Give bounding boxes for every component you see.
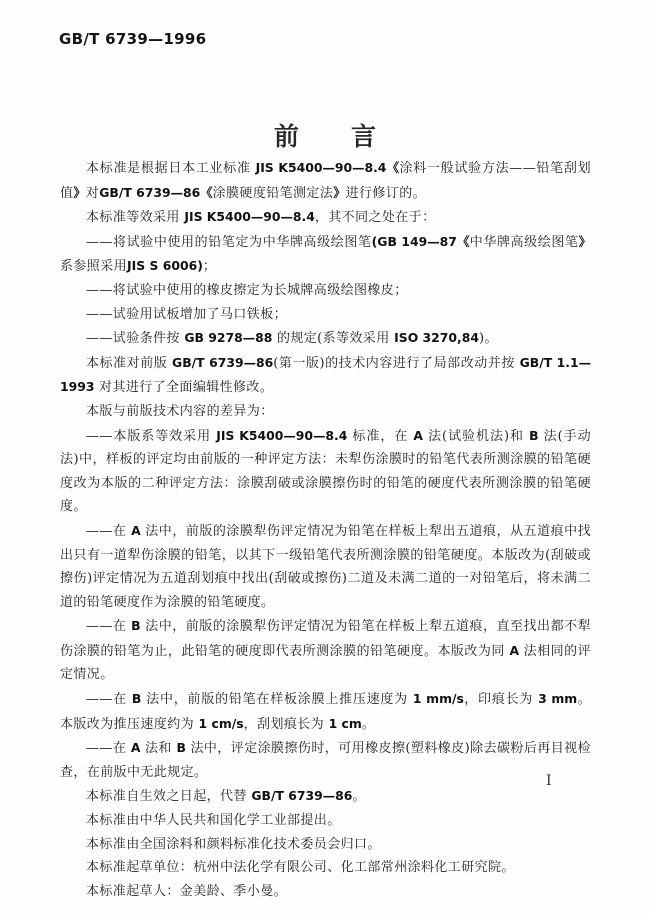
text-segment: ，其不同之处在于： <box>314 210 436 226</box>
text-segment: 本标准起草单位：杭州中法化学有限公司、化工部常州涂料化工研究院。 <box>86 860 515 876</box>
bold-text-segment: 1 mm/s <box>412 691 464 707</box>
paragraph <box>60 519 591 614</box>
paragraph <box>60 303 591 327</box>
text-segment: 。 <box>361 716 376 732</box>
text-segment: 法中，前版的涂膜犁伤评定情况为铅笔在样板上犁出五道痕，从五道痕中找出只有一道犁伤涂膜的铅笔，以其下一级铅笔代表所测涂膜的铅笔硬度。本版改为(刮破或擦伤)评定情况为五道刮划痕中找出(刮破或擦伤)二道及未满二道的一对铅笔后，将未满二道的铅笔硬度作为涂膜的铅笔硬度。 <box>60 523 591 610</box>
bold-text-segment: A <box>131 522 141 538</box>
paragraph <box>60 736 591 784</box>
text-segment: 法中，前版的涂膜犁伤评定情况为铅笔在样板上犁五道痕，直至找出都不犁伤涂膜的铅笔为止，此铅笔的硬度即代表所测涂膜的铅笔硬度。本版改为同 <box>60 619 592 659</box>
text-segment: 本标准起草人：金美龄、季小曼。 <box>86 883 288 899</box>
bold-text-segment: 1 cm <box>328 715 362 731</box>
text-segment: ——将试验中使用的铅笔定为中华牌高级绘图笔 <box>86 234 372 250</box>
text-segment: )。 <box>478 331 498 347</box>
text-segment: 本标准由中华人民共和国化学工业部提出。 <box>86 813 341 829</box>
text-segment: ——在 <box>86 741 131 757</box>
text-segment: 。本版改为推压速度约为 <box>60 692 591 732</box>
text-segment: 本标准自生效之日起，代替 <box>86 789 252 805</box>
text-segment: 本标准对前版 <box>86 355 173 371</box>
paragraph <box>60 833 591 857</box>
text-segment: 涂膜硬度铅笔测定法 <box>212 185 334 201</box>
text-segment: 法中，前版的铅笔在样板涂膜上推压速度为 <box>141 692 413 708</box>
bold-text-segment: 》 <box>578 233 592 249</box>
paragraph <box>60 400 591 424</box>
text-segment: ——试验条件按 <box>86 331 185 347</box>
page-number: I <box>546 773 552 789</box>
paragraph <box>60 687 591 736</box>
bold-text-segment: JIS S 6006) <box>127 258 203 274</box>
bold-text-segment: GB/T 1.1—1993 <box>60 354 592 395</box>
bold-text-segment: 1 cm/s <box>198 715 244 731</box>
text-segment: 对其进行了全面编辑性修改。 <box>94 380 274 396</box>
page-title-char-2: 言 <box>351 122 377 151</box>
bold-text-segment: JIS K5400—90—8.4 <box>184 209 315 225</box>
text-segment: ——将试验中使用的橡皮擦定为长城牌高级绘图橡皮； <box>86 282 408 298</box>
paragraph <box>60 279 591 303</box>
text-segment: 涂料一般试验方法——铅笔刮划值 <box>60 161 591 201</box>
bold-text-segment: B <box>131 691 142 707</box>
text-segment: 。 <box>352 789 366 805</box>
text-segment: 标准，在 <box>347 428 414 444</box>
paragraph <box>60 614 591 687</box>
text-segment: ——在 <box>86 523 132 539</box>
text-segment: (第一版)的技术内容进行了局部改动并按 <box>273 355 520 371</box>
text-segment: 进行修订的。 <box>345 185 427 201</box>
text-segment: 本标准是根据日本工业标准 <box>86 161 256 176</box>
text-segment: 法相同的评定情况。 <box>60 643 591 683</box>
bold-text-segment: JIS K5400—90—8.4 <box>216 427 348 443</box>
text-segment: ——本版系等效采用 <box>86 428 217 444</box>
bold-text-segment: A <box>509 642 520 658</box>
paragraph <box>60 156 591 205</box>
bold-text-segment: B <box>131 618 141 634</box>
bold-text-segment: 《 <box>386 160 400 175</box>
page-title <box>0 117 650 153</box>
text-segment: ； <box>202 259 217 275</box>
bold-text-segment: JIS K5400—90—8.4 <box>255 160 387 175</box>
text-segment: ，印痕长为 <box>463 692 539 708</box>
paragraph <box>60 326 591 351</box>
text-segment: 中华牌高级绘图笔 <box>469 234 579 250</box>
bold-text-segment: A <box>130 740 141 756</box>
bold-text-segment: B <box>529 427 539 443</box>
foreword-body <box>60 156 591 903</box>
bold-text-segment: 《 <box>200 184 213 200</box>
paragraph <box>60 856 591 880</box>
bold-text-segment: GB 9278—88 <box>184 330 273 346</box>
bold-text-segment: (GB 149—87《 <box>371 233 470 249</box>
bold-text-segment: 3 mm <box>538 691 578 707</box>
paragraph <box>60 205 591 230</box>
bold-text-segment: GB/T 6739—86 <box>99 184 201 200</box>
text-segment: 法和 <box>140 741 177 757</box>
text-segment: 法(手动法)中，样板的评定均由前版的一种评定方法：未犁伤涂膜时的铅笔代表所测涂膜的铅笔硬度改为本版的二种评定方法：涂膜刮破或涂膜擦伤时的铅笔的硬度代表所测涂膜的铅笔硬度。 <box>60 428 591 515</box>
text-segment: 本版与前版技术内容的差异为： <box>86 403 274 419</box>
bold-text-segment: ISO 3270,84 <box>394 330 479 346</box>
bold-text-segment: GB/T 6739—86 <box>172 354 274 370</box>
text-segment: ——在 <box>86 692 132 708</box>
text-segment: 对 <box>85 185 100 201</box>
paragraph <box>60 809 591 833</box>
bold-text-segment: A <box>413 427 423 443</box>
text-segment: 本标准等效采用 <box>86 210 185 226</box>
paragraph <box>60 880 591 904</box>
bold-text-segment: B <box>176 740 186 756</box>
bold-text-segment: 》 <box>333 184 346 200</box>
text-segment: ，刮划痕长为 <box>243 716 329 732</box>
text-segment: 法(试验机法)和 <box>422 428 530 444</box>
paragraph <box>60 424 591 519</box>
text-segment: ——在 <box>86 619 132 635</box>
paragraph <box>60 784 591 809</box>
page-title-char-1: 前 <box>273 122 299 151</box>
bold-text-segment: GB/T 6739—86 <box>251 788 353 804</box>
text-segment: 法中，评定涂膜擦伤时，可用橡皮擦(塑料橡皮)除去碳粉后再目视检查，在前版中无此规定。 <box>60 741 591 780</box>
paragraph <box>60 230 591 279</box>
text-segment: ——试验用试板增加了马口铁板； <box>86 306 288 322</box>
bold-text-segment: 》 <box>73 184 86 200</box>
text-segment: 本标准由全国涂料和颜料标准化技术委员会归口。 <box>86 836 381 852</box>
text-segment: 的规定(系等效采用 <box>272 331 395 347</box>
text-segment: 系参照采用 <box>60 259 128 275</box>
standard-number: GB/T 6739—1996 <box>59 30 207 48</box>
paragraph <box>60 351 591 400</box>
